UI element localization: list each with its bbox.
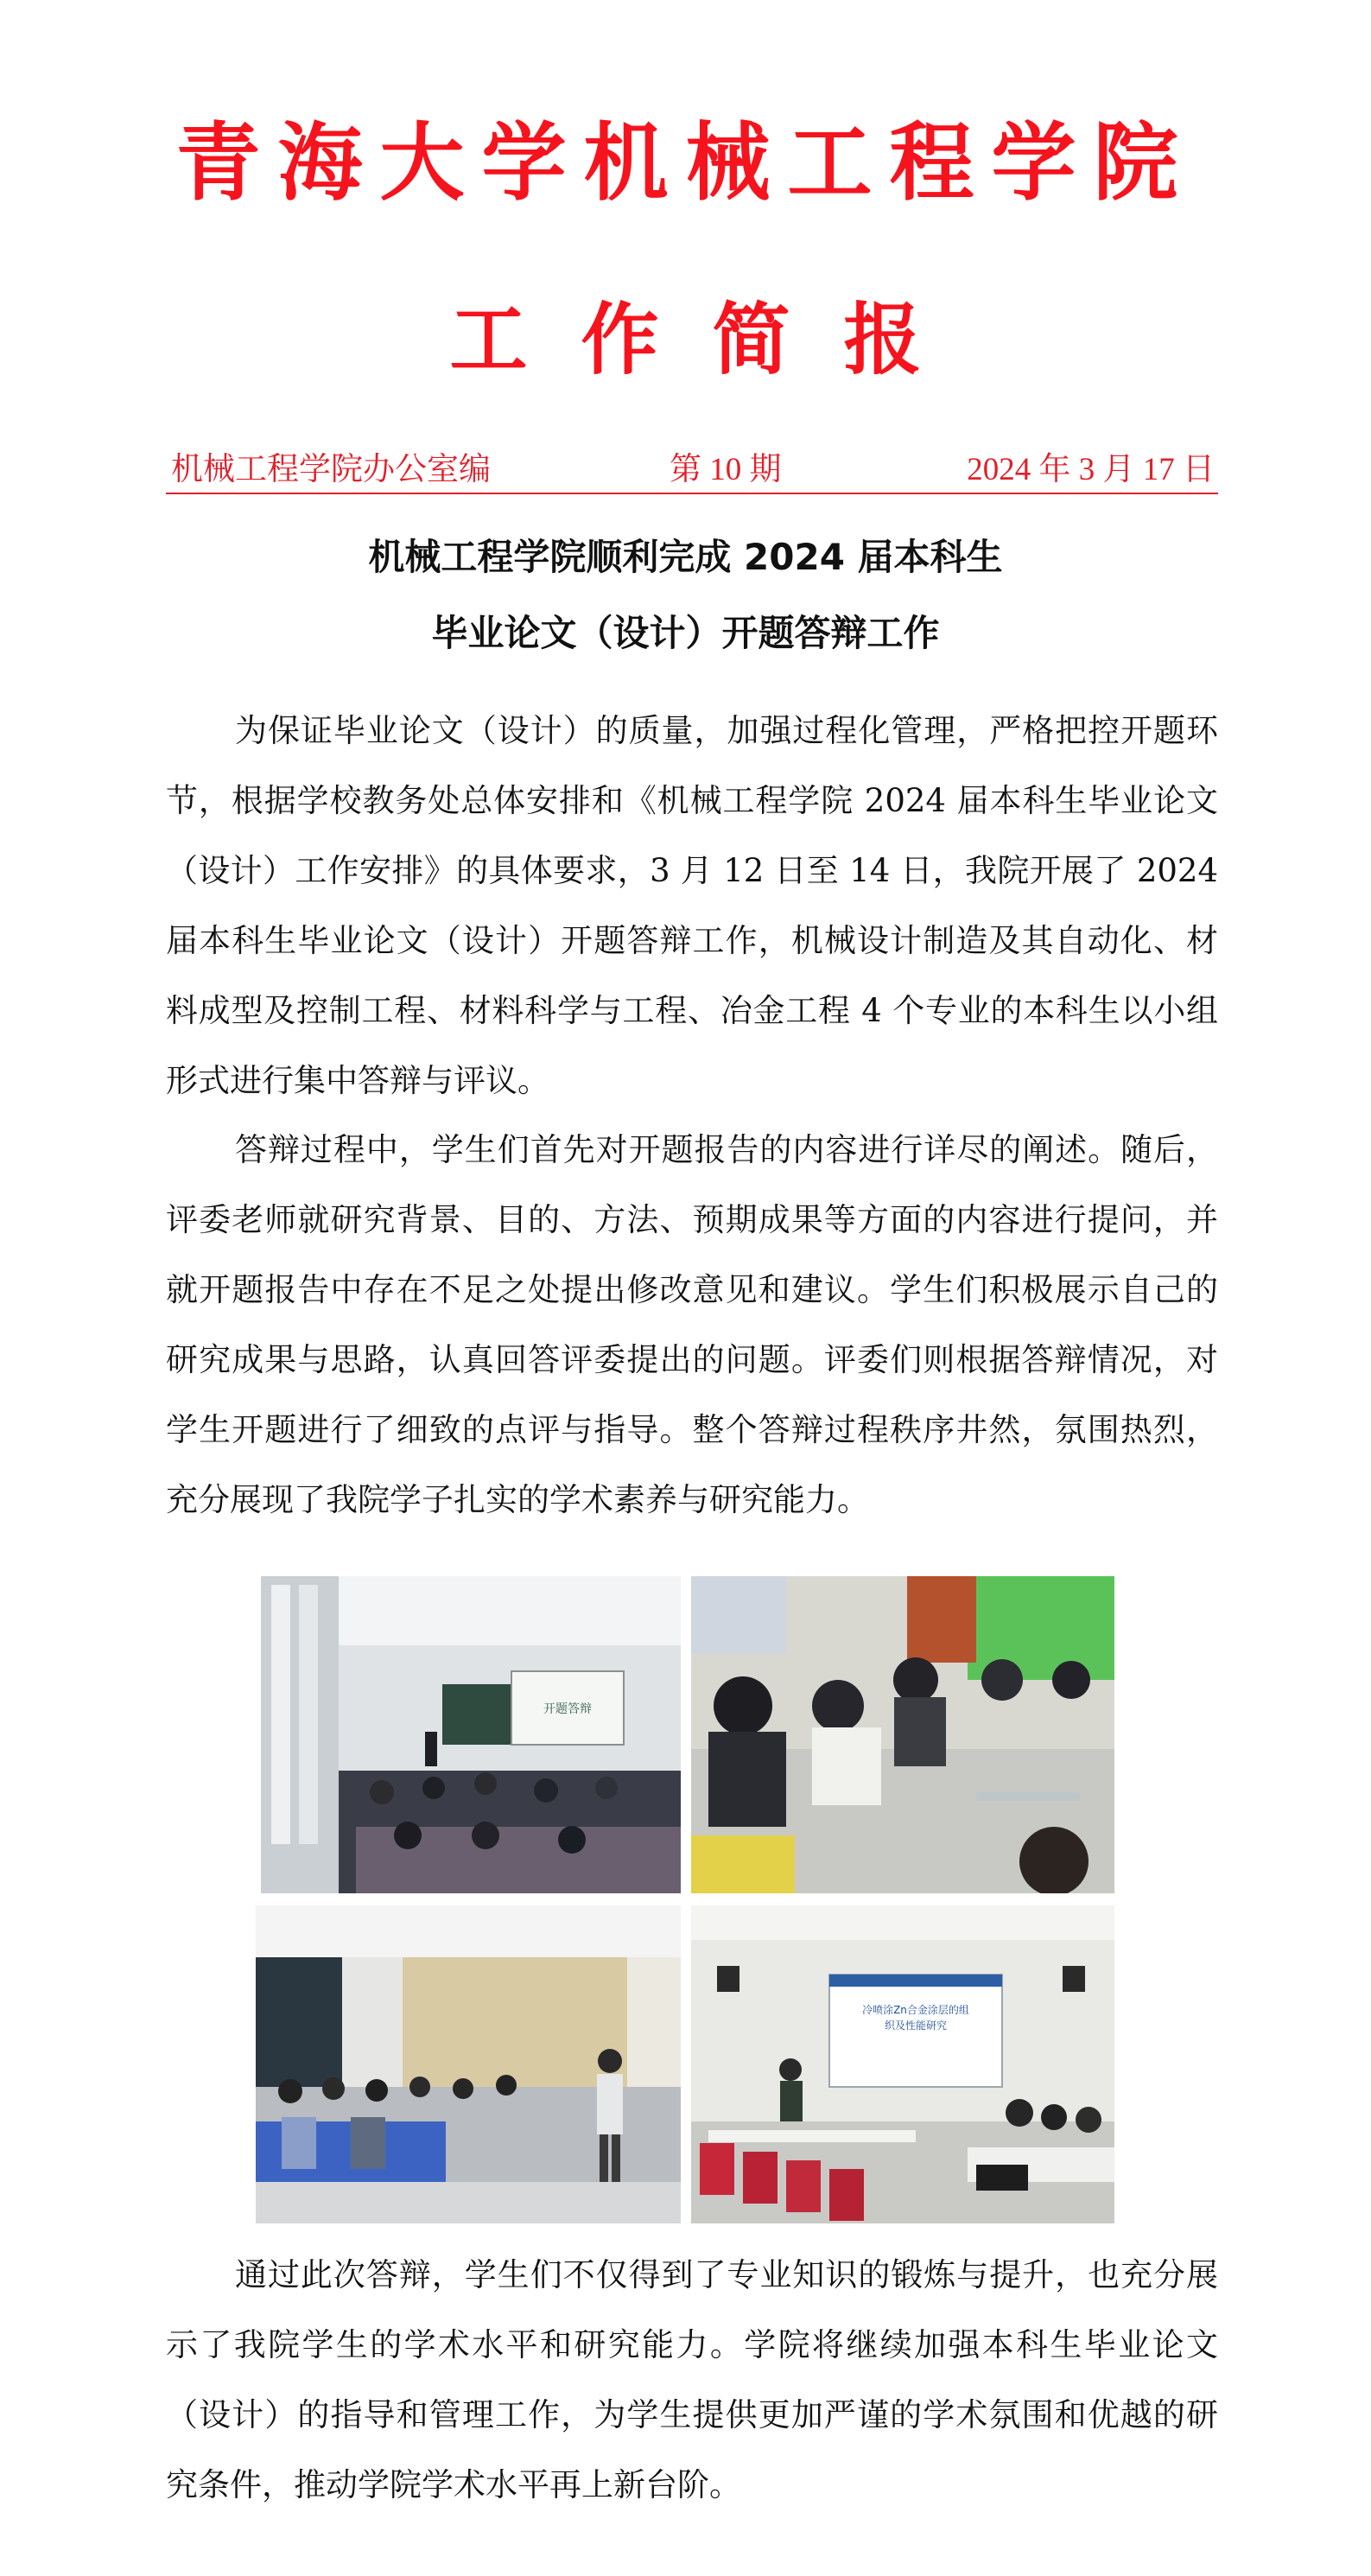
masthead-college-name: 青海大学机械工程学院 [175, 113, 1196, 213]
photo-defense-classroom-1 [261, 1576, 681, 1893]
article-title-line1: 机械工程学院顺利完成 2024 届本科生 [368, 536, 1003, 578]
article-title-line2: 毕业论文（设计）开题答辩工作 [431, 612, 940, 654]
photo-defense-classroom-3 [256, 1905, 681, 2223]
issue-date: 2024 年 3 月 17 日 [967, 452, 1215, 487]
photo-defense-classroom-4 [691, 1905, 1114, 2223]
slide-title-line2: 织及性能研究 [884, 2019, 948, 2032]
article-paragraph-1: 为保证毕业论文（设计）的质量，加强过程化管理，严格把控开题环节，根据学校教务处总体安排和《机械工程学院 2024 届本科生毕业论文（设计）工作安排》的具体要求，3 月 12 日至 14 日，我院开展了 2024 届本科生毕业论文（设计）开题答辩工作，机械设计制造及其自动化、材料成型及控制工程、材料科学与工程、冶金工程 4 个专业的本科生以小组形式进行集中答辩与评议。 [166, 712, 1218, 1099]
slide-title-line1: 冷喷涂Zn合金涂层的组 [862, 2004, 969, 2016]
slide-text: 开题答辩 [543, 1702, 592, 1716]
issue-editor: 机械工程学院办公室编 [171, 452, 491, 487]
photo-defense-classroom-2 [691, 1576, 1114, 1893]
article-paragraph-2: 答辩过程中，学生们首先对开题报告的内容进行详尽的阐述。随后，评委老师就研究背景、目的、方法、预期成果等方面的内容进行提问，并就开题报告中存在不足之处提出修改意见和建议。学生们积极展示自己的研究成果与思路，认真回答评委提出的问题。评委们则根据答辩情况，对学生开题进行了细致的点评与指导。整个答辩过程秩序井然，氛围热烈，充分展现了我院学子扎实的学术素养与研究能力。 [166, 1131, 1218, 1518]
masthead-bulletin-title: 工作简报 [449, 294, 975, 385]
issue-info-line [166, 451, 1218, 494]
article-paragraph-3: 通过此次答辩，学生们不仅得到了专业知识的锻炼与提升，也充分展示了我院学生的学术水平和研究能力。学院将继续加强本科生毕业论文（设计）的指导和管理工作，为学生提供更加严谨的学术氛围和优越的研究条件，推动学院学术水平再上新台阶。 [166, 2256, 1218, 2503]
issue-number: 第 10 期 [670, 452, 782, 487]
